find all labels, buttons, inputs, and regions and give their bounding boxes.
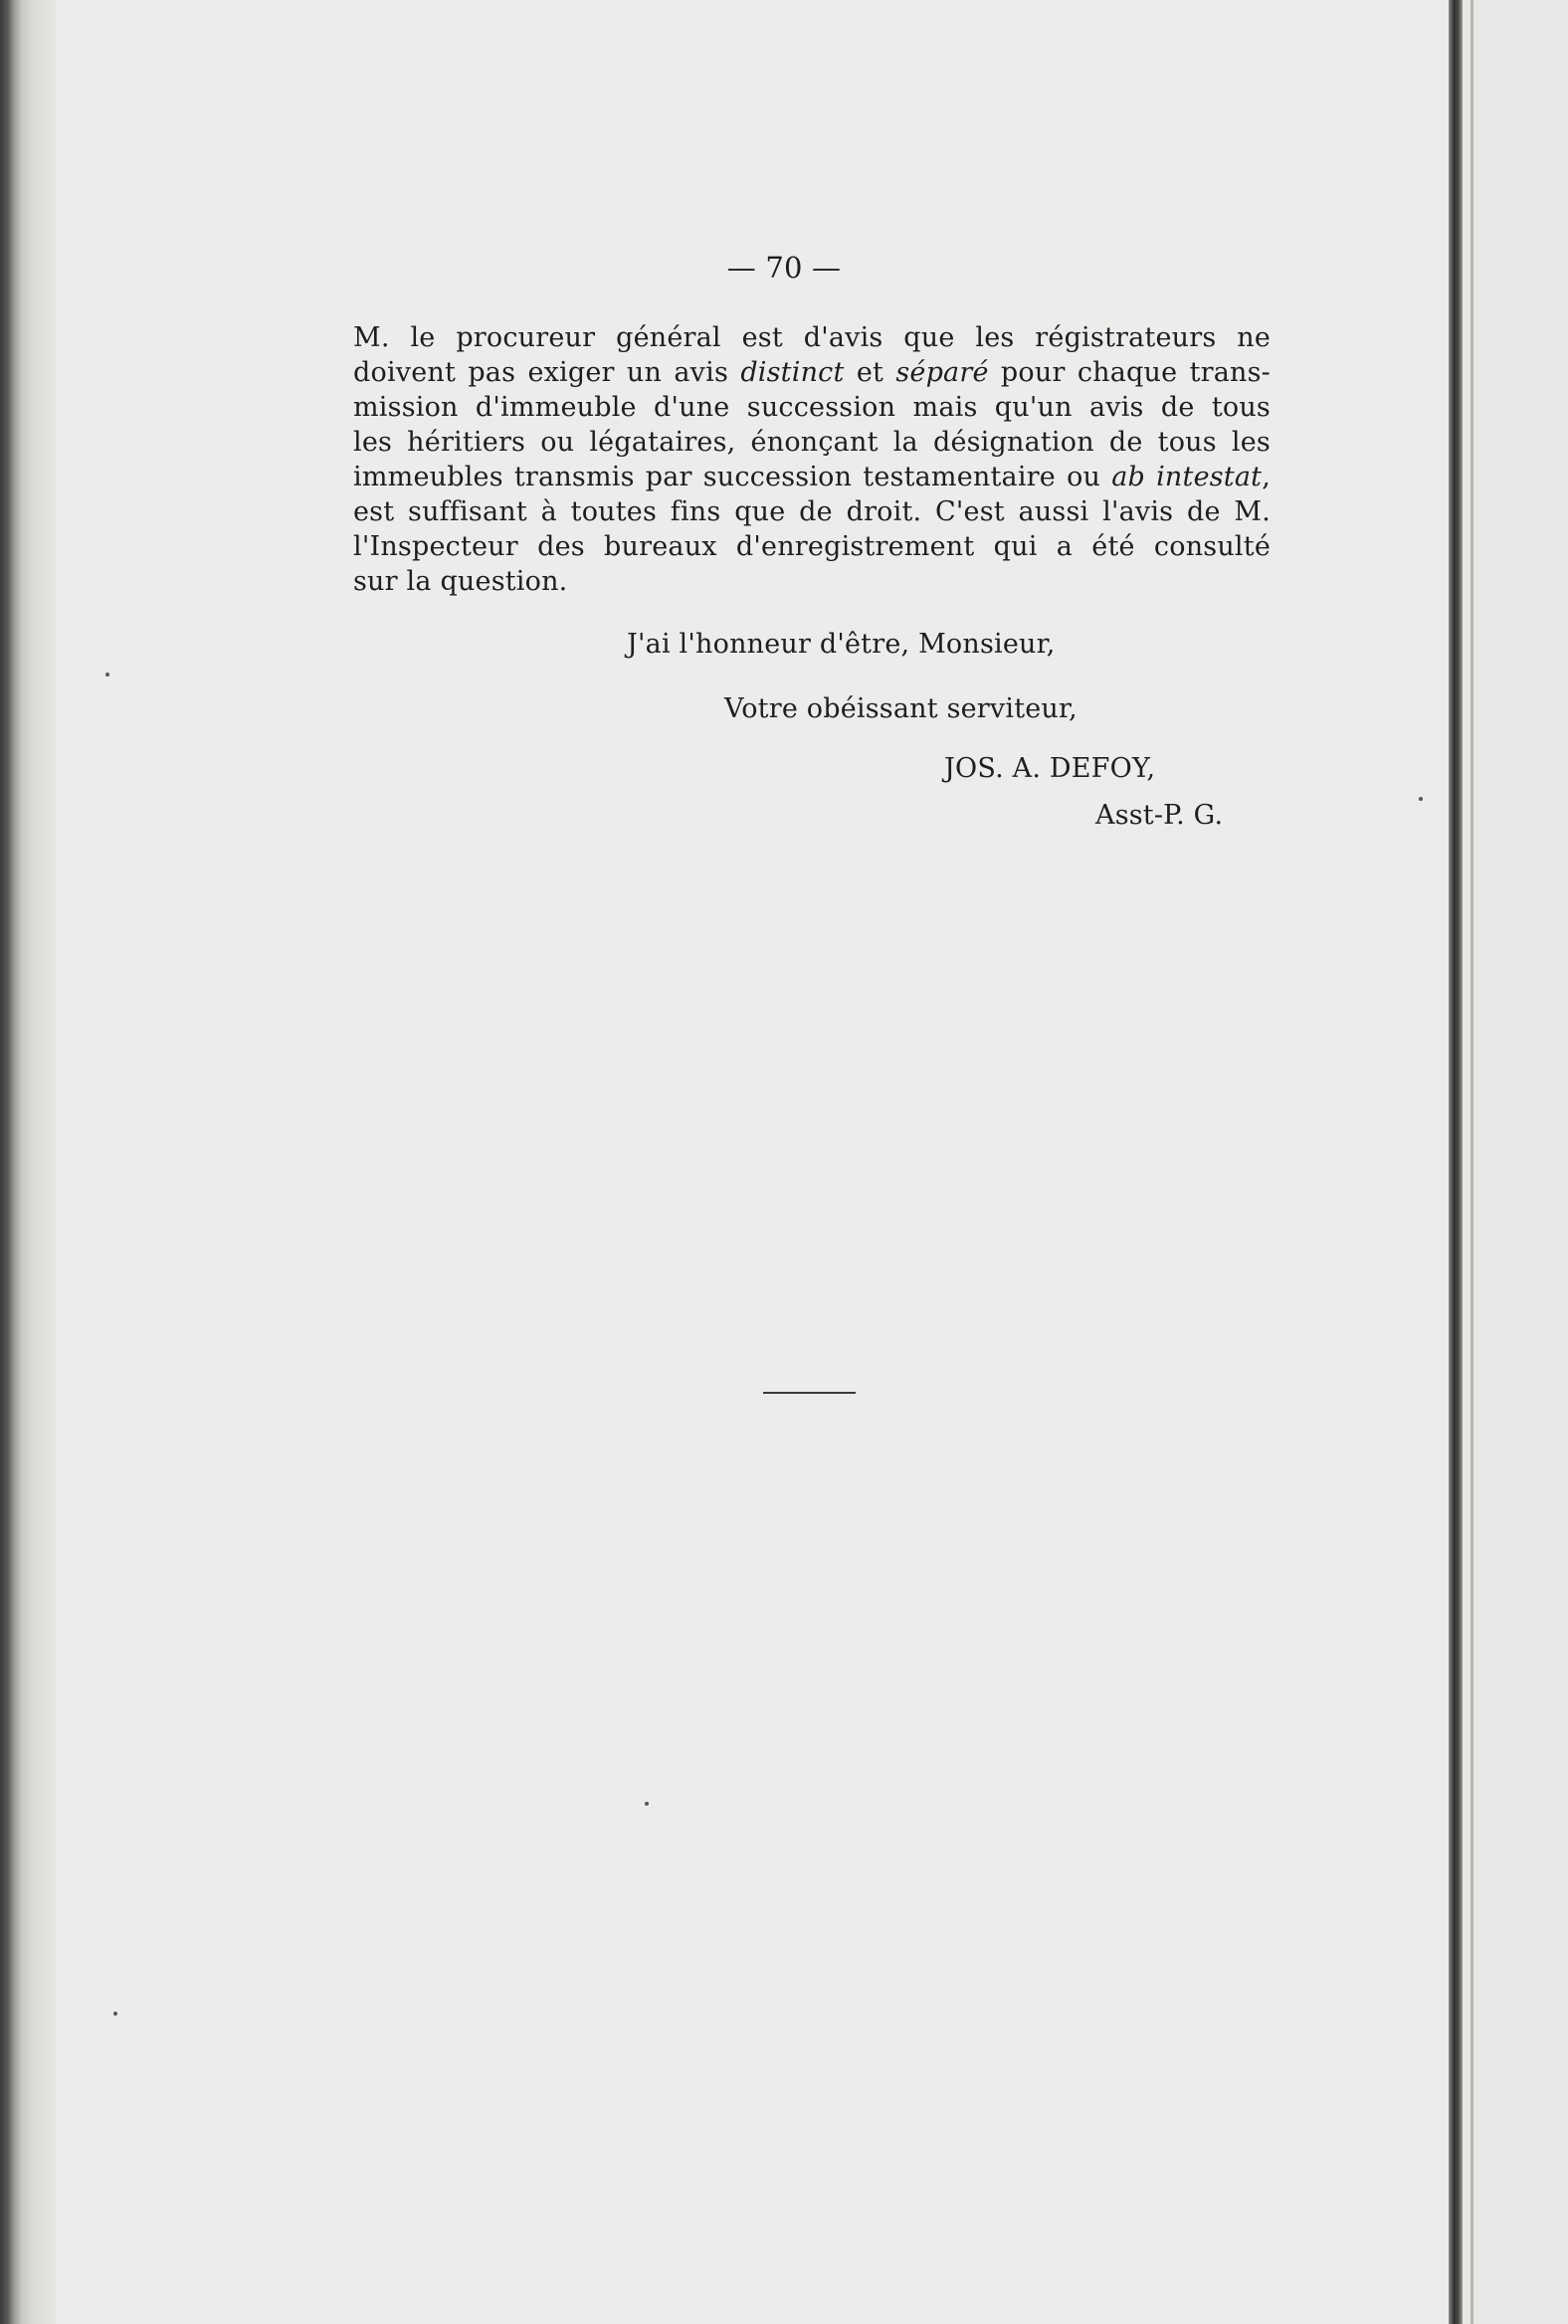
scan-speck <box>105 673 109 677</box>
italic-separe: séparé <box>895 357 989 388</box>
line2-start: doivent pas exiger un avis <box>353 357 741 388</box>
adjacent-page-line <box>1470 0 1473 2324</box>
closing-salutation: J'ai l'honneur d'être, Monsieur, <box>627 629 1056 660</box>
paragraph-line-6: est suffisant à toutes fins que de droit. C'est aussi l'avis de M. <box>353 496 1271 527</box>
scan-speck <box>113 2012 117 2016</box>
binding-gutter <box>1449 0 1463 2324</box>
line5-start: immeubles transmis par succession testamentaire ou <box>353 462 1112 492</box>
paragraph-line-3: mission d'immeuble d'une succession mais qu'un avis de tous <box>353 392 1271 423</box>
page-number: — 70 — <box>726 251 842 285</box>
scan-speck <box>1419 797 1423 801</box>
italic-ab-intestat: ab intestat <box>1111 462 1263 492</box>
line2-tail: pour chaque trans- <box>988 357 1271 388</box>
body-paragraph <box>353 320 1271 599</box>
paragraph-line-4: les héritiers ou légataires, énonçant la désignation de tous les <box>353 427 1271 458</box>
line5-tail: , <box>1262 462 1271 492</box>
paragraph-line-2 <box>353 355 1271 390</box>
paragraph-line-1: M. le procureur général est d'avis que les régistrateurs ne <box>353 322 1271 353</box>
signer-title: Asst-P. G. <box>1095 800 1224 831</box>
adjacent-page-edge <box>1463 0 1568 2324</box>
left-binding-edge <box>0 0 56 2324</box>
italic-distinct: distinct <box>740 357 845 388</box>
signer-name: JOS. A. DEFOY, <box>944 753 1156 784</box>
end-rule <box>763 1392 856 1394</box>
paragraph-line-7: l'Inspecteur des bureaux d'enregistrement qui a été consulté <box>353 531 1271 562</box>
closing-servant: Votre obéissant serviteur, <box>724 693 1078 724</box>
scan-speck <box>645 1802 649 1806</box>
paragraph-line-8: sur la question. <box>353 566 568 597</box>
paragraph-line-5 <box>353 460 1271 494</box>
line2-mid: et <box>844 357 896 388</box>
